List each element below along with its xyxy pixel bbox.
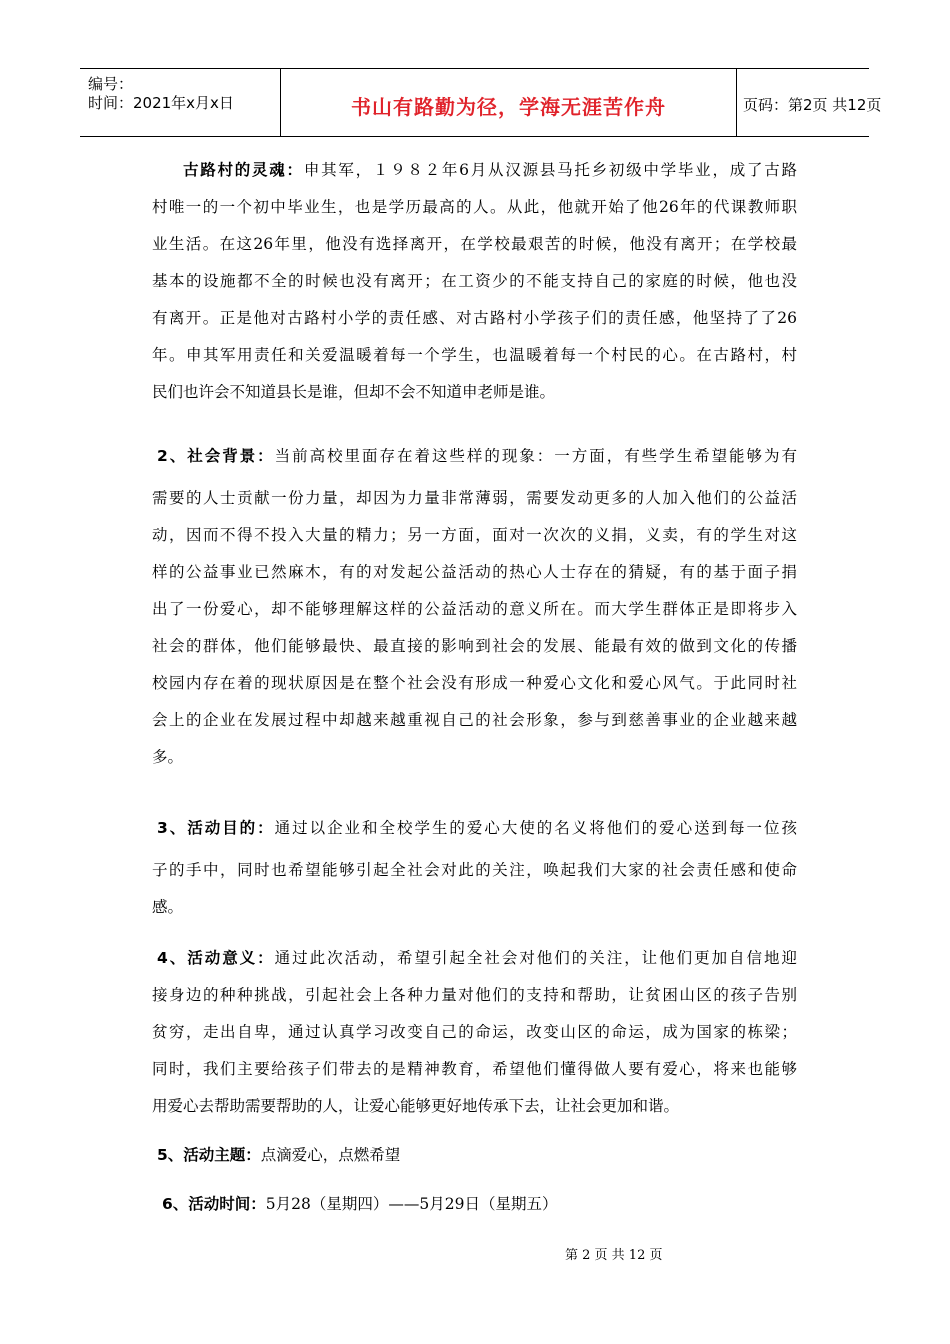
section-title: 5、活动主题： [157, 1146, 261, 1164]
paragraph-text: 点滴爱心，点燃希望 [260, 1146, 401, 1164]
paragraph-text: 通过此次活动，希望引起全社会对他们的关注，让他们更加自信地迎 [274, 949, 797, 967]
paragraph-text: 通过以企业和全校学生的爱心大使的名义将他们的爱心送到每一位孩 [274, 819, 797, 837]
header-motto: 书山有路勤为径，学海无涯苦作舟 [351, 95, 666, 119]
section-theme [152, 1137, 797, 1174]
section-time [152, 1186, 797, 1223]
paragraph-line: 感。 [152, 898, 184, 916]
paragraph-line [152, 1137, 797, 1174]
paragraph-line: 用爱心去帮助需要帮助的人，让爱心能够更好地传承下去，让社会更加和谐。 [152, 1097, 680, 1115]
paragraph-line: 村唯一的一个初中毕业生，也是学历最高的人。从此，他就开始了他26年的代课教师职 [152, 198, 797, 216]
paragraph-line: 会上的企业在发展过程中却越来越重视自己的社会形象，参与到慈善事业的企业越来越 [152, 711, 797, 729]
paragraph-line: 年。申其军用责任和关爱温暖着每一个学生，也温暖着每一个村民的心。在古路村，村 [152, 346, 797, 364]
paragraph-text: 申其军，１９８２年6月从汉源县马托乡初级中学毕业，成了古路 [303, 161, 797, 179]
paragraph-line [152, 810, 797, 847]
section-title: 古路村的灵魂： [183, 161, 304, 179]
section-title: 6、活动时间： [162, 1195, 266, 1213]
section-purpose [152, 810, 797, 926]
paragraph-line: 同时，我们主要给孩子们带去的是精神教育，希望他们懂得做人要有爱心，将来也能够 [152, 1060, 797, 1078]
header-table [80, 68, 882, 137]
header-meta-cell [80, 69, 280, 136]
section-meaning [152, 940, 797, 1125]
page-footer: 第 2 页 共 12 页 [565, 1248, 663, 1263]
paragraph-line [152, 940, 797, 977]
section-title: 2、社会背景： [157, 447, 275, 465]
paragraph-line: 接身边的种种挑战，引起社会上各种力量对他们的支持和帮助，让贫困山区的孩子告别 [152, 986, 797, 1004]
header-page-cell [736, 69, 882, 136]
paragraph-line: 社会的群体，他们能够最快、最直接的影响到社会的发展、能最有效的做到文化的传播 [152, 637, 797, 655]
paragraph-text: 当前高校里面存在着这些样的现象：一方面，有些学生希望能够为有 [274, 447, 797, 465]
paragraph-line [152, 152, 797, 189]
paragraph-line: 业生活。在这26年里，他没有选择离开，在学校最艰苦的时候，他没有离开；在学校最 [152, 235, 797, 253]
paragraph-line: 出了一份爱心，却不能够理解这样的公益活动的意义所在。而大学生群体正是即将步入 [152, 600, 797, 618]
paragraph-line [152, 438, 797, 475]
header-motto-cell [280, 69, 737, 136]
section-title: 4、活动意义： [157, 949, 275, 967]
document-number-label: 编号： [88, 75, 134, 93]
paragraph-line: 民们也许会不知道县长是谁，但却不会不知道申老师是谁。 [152, 383, 556, 401]
section-background [152, 438, 797, 776]
section-title: 3、活动目的： [157, 819, 275, 837]
paragraph-line: 校园内存在着的现状原因是在整个社会没有形成一种爱心文化和爱心风气。于此同时社 [152, 674, 797, 692]
paragraph-line: 贫穷，走出自卑，通过认真学习改变自己的命运，改变山区的命运，成为国家的栋梁； [152, 1023, 797, 1041]
paragraph-text: 5月28（星期四）——5月29日（星期五） [265, 1195, 558, 1213]
paragraph-line: 动，因而不得不投入大量的精力；另一方面，面对一次次的义捐，义卖，有的学生对这 [152, 526, 797, 544]
paragraph-line: 子的手中，同时也希望能够引起全社会对此的关注，唤起我们大家的社会责任感和使命 [152, 861, 797, 879]
paragraph-line: 样的公益事业已然麻木，有的对发起公益活动的热心人士存在的猜疑，有的基于面子捐 [152, 563, 797, 581]
document-date: 时间：2021年x月x日 [88, 94, 234, 112]
section-soul [152, 152, 797, 411]
paragraph-line: 基本的设施都不全的时候也没有离开；在工资少的不能支持自己的家庭的时候，他也没 [152, 272, 797, 290]
paragraph-line: 多。 [152, 748, 184, 766]
paragraph-line [152, 1186, 797, 1223]
paragraph-line: 有离开。正是他对古路村小学的责任感、对古路村小学孩子们的责任感，他坚持了了26 [152, 309, 797, 327]
header-page-info: 页码：第2页 共12页 [743, 96, 882, 114]
paragraph-line: 需要的人士贡献一份力量，却因为力量非常薄弱，需要发动更多的人加入他们的公益活 [152, 489, 797, 507]
